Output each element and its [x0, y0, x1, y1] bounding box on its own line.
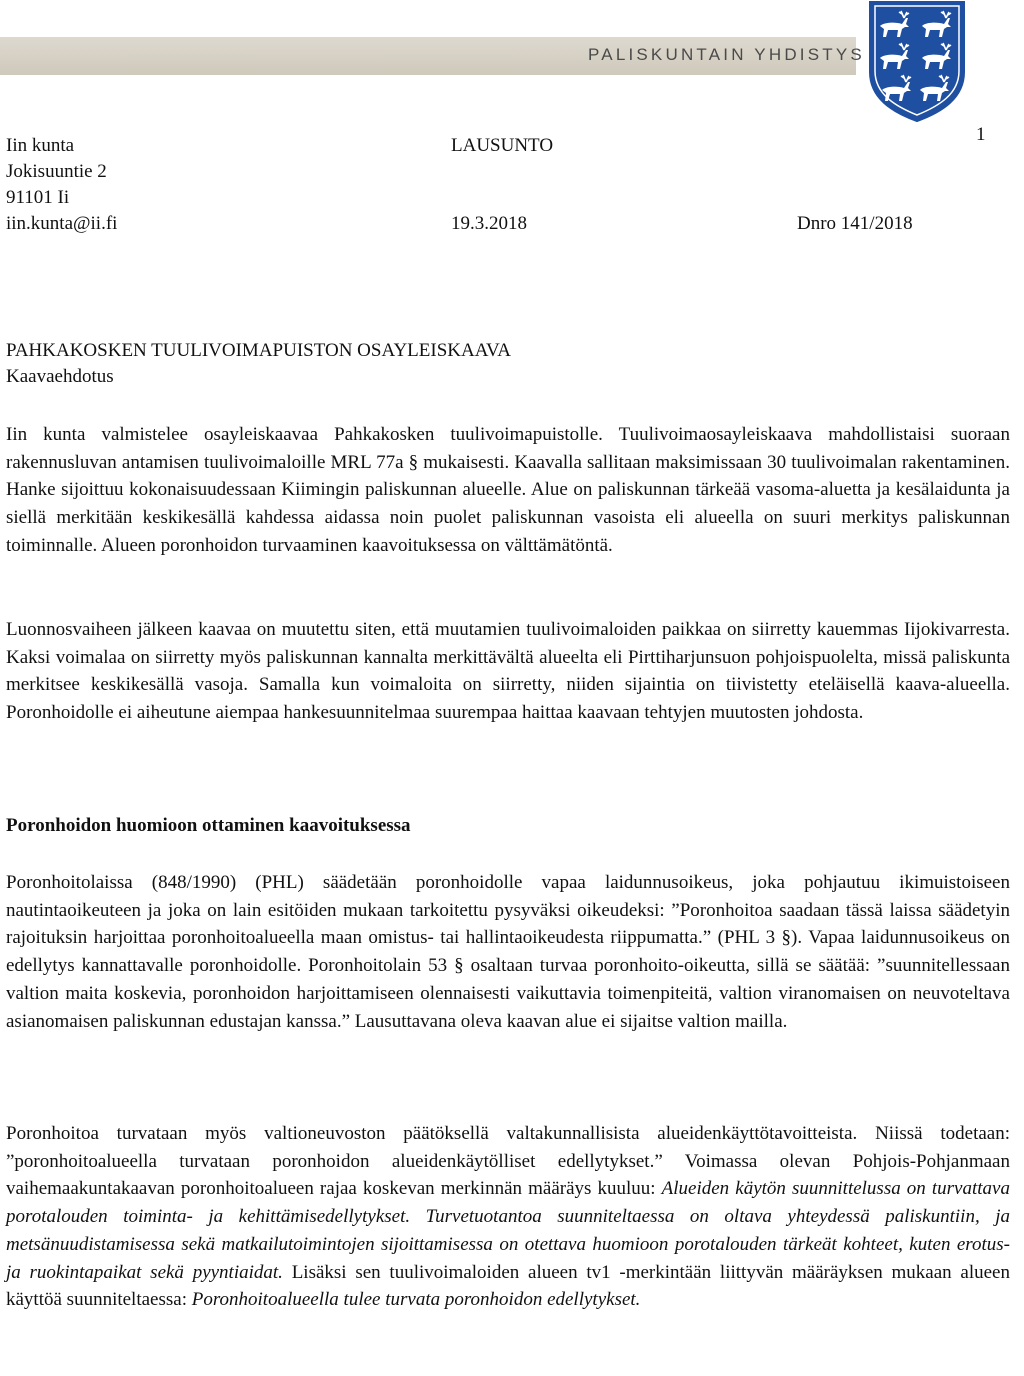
- document-dnro: Dnro 141/2018: [797, 213, 913, 234]
- subject-title: PAHKAKOSKEN TUULIVOIMAPUISTON OSAYLEISKAAVA: [6, 340, 511, 361]
- subject-block: [6, 338, 511, 390]
- paragraph-3: [6, 869, 1010, 1035]
- page-number: 1: [976, 124, 986, 145]
- recipient-address: [6, 133, 117, 237]
- document-type: LAUSUNTO: [451, 135, 554, 156]
- section-heading: Poronhoidon huomioon ottaminen kaavoituksessa: [6, 815, 411, 836]
- paragraph-2: [6, 616, 1010, 727]
- reindeer-coat-of-arms-icon: [866, 0, 968, 122]
- recipient-line: Iin kunta: [6, 135, 75, 156]
- recipient-line: 91101 Ii: [6, 187, 70, 208]
- paragraph-1: [6, 421, 1010, 560]
- paragraph-italic-quote: Alueiden käytön suunnittelussa on turvattava porotalouden toiminta- ja kehittämisedellytykset. Turvetuotantoa suunniteltaessa on oltava yhteydessä paliskuntiin, ja metsänuudistamisessa sekä matkailutoimintojen sijoittamisessa on otettava huomioon porotalouden tärkeät kohteet, kuten erotus- ja ruokintapaikat sekä pyyntiaidat.: [6, 1178, 1010, 1283]
- organization-name: PALISKUNTAIN YHDISTYS: [588, 45, 865, 64]
- paragraph-text: Poronhoitolaissa (848/1990) (PHL) säädetään poronhoidolle vapaa laidunnusoikeus, joka pohjautuu ikimuistoiseen nautintaoikeuteen ja joka on lain esitöiden mukaan tarkoitettu pysyväksi oikeudeksi: ”Poronhoitoa saadaan tässä laissa säädetyin rajoituksin harjoittaa poronhoitoalueella maan omistus- tai hallintaoikeudesta riippumatta.” (PHL 3 §). Vapaa laidunnusoikeus on edellytys kannattavalle poronhoidolle. Poronhoitolain 53 § osaltaan turvaa poronhoito-oikeutta, sillä se säätää: ”suunnitellessaan valtion maita koskevia, poronhoidon harjoittamiseen olennaisesti vaikuttavia toimenpiteitä, valtion viranomaisen on neuvoteltava asianomaisen paliskunnan edustajan kanssa.” Lausuttavana oleva kaavan alue ei sijaitse valtion mailla.: [6, 872, 1010, 1032]
- paragraph-text: Iin kunta valmistelee osayleiskaavaa Pahkakosken tuulivoimapuistolle. Tuulivoimaosayleiskaava mahdollistaisi suoraan rakennusluvan antamisen tuulivoimaloille MRL 77a § mukaisesti. Kaavalla sallitaan maksimissaan 30 tuulivoimalan rakentaminen. Hanke sijoittuu kokonaisuudessaan Kiimingin paliskunnan alueelle. Alue on paliskunnan tärkeää vasoma-aluetta ja kesälaidunta ja siellä merkitään keskikesällä kahdessa aidassa noin puolet paliskunnan vasoista eli alueella on suuri merkitys paliskunnan toiminnalle. Alueen poronhoidon turvaaminen kaavoituksessa on välttämätöntä.: [6, 424, 1010, 556]
- recipient-line: Jokisuuntie 2: [6, 161, 107, 182]
- paragraph-4: [6, 1120, 1010, 1314]
- paragraph-text: [6, 1120, 1010, 1314]
- subject-subtitle: Kaavaehdotus: [6, 366, 114, 387]
- paragraph-plain: Poronhoitoa turvataan myös valtioneuvoston päätöksellä valtakunnallisista alueidenkäyttötavoitteista. Niissä todetaan: ”poronhoitoalueella turvataan poronhoidon alueidenkäytölliset edellytykset.” Voimassa olevan Pohjois-Pohjanmaan vaihemaakuntakaavan poronhoitoalueen rajaa koskevan merkinnän määräys kuuluu:: [6, 1123, 1010, 1200]
- paragraph-italic-quote-2: Poronhoitoalueella tulee turvata poronhoidon edellytykset.: [191, 1289, 641, 1311]
- document-date: 19.3.2018: [451, 213, 527, 234]
- paragraph-plain-2: Lisäksi sen tuulivoimaloiden alueen tv1 -merkintään liittyvän määräyksen mukaan alueen käyttöä suunniteltaessa:: [6, 1261, 1010, 1311]
- recipient-email: iin.kunta@ii.fi: [6, 213, 118, 234]
- paragraph-text: Luonnosvaiheen jälkeen kaavaa on muutettu siten, että muutamien tuulivoimaloiden paikkaa on siirretty kauemmas Iijokivarresta. Kaksi voimalaa on siirretty myös paliskunnan kannalta merkittävältä alueelta eli Pirttiharjunsuon pohjoispuolelta, missä paliskunta merkitsee keskikesällä vasoja. Samalla kun voimaloita on siirretty, niiden sijaintia on tiivistetty eteläisellä kaava-alueella. Poronhoidolle ei aiheutune aiempaa hankesuunnitelmaa suurempaa haittaa kaavaan tehtyjen muutosten johdosta.: [6, 619, 1010, 724]
